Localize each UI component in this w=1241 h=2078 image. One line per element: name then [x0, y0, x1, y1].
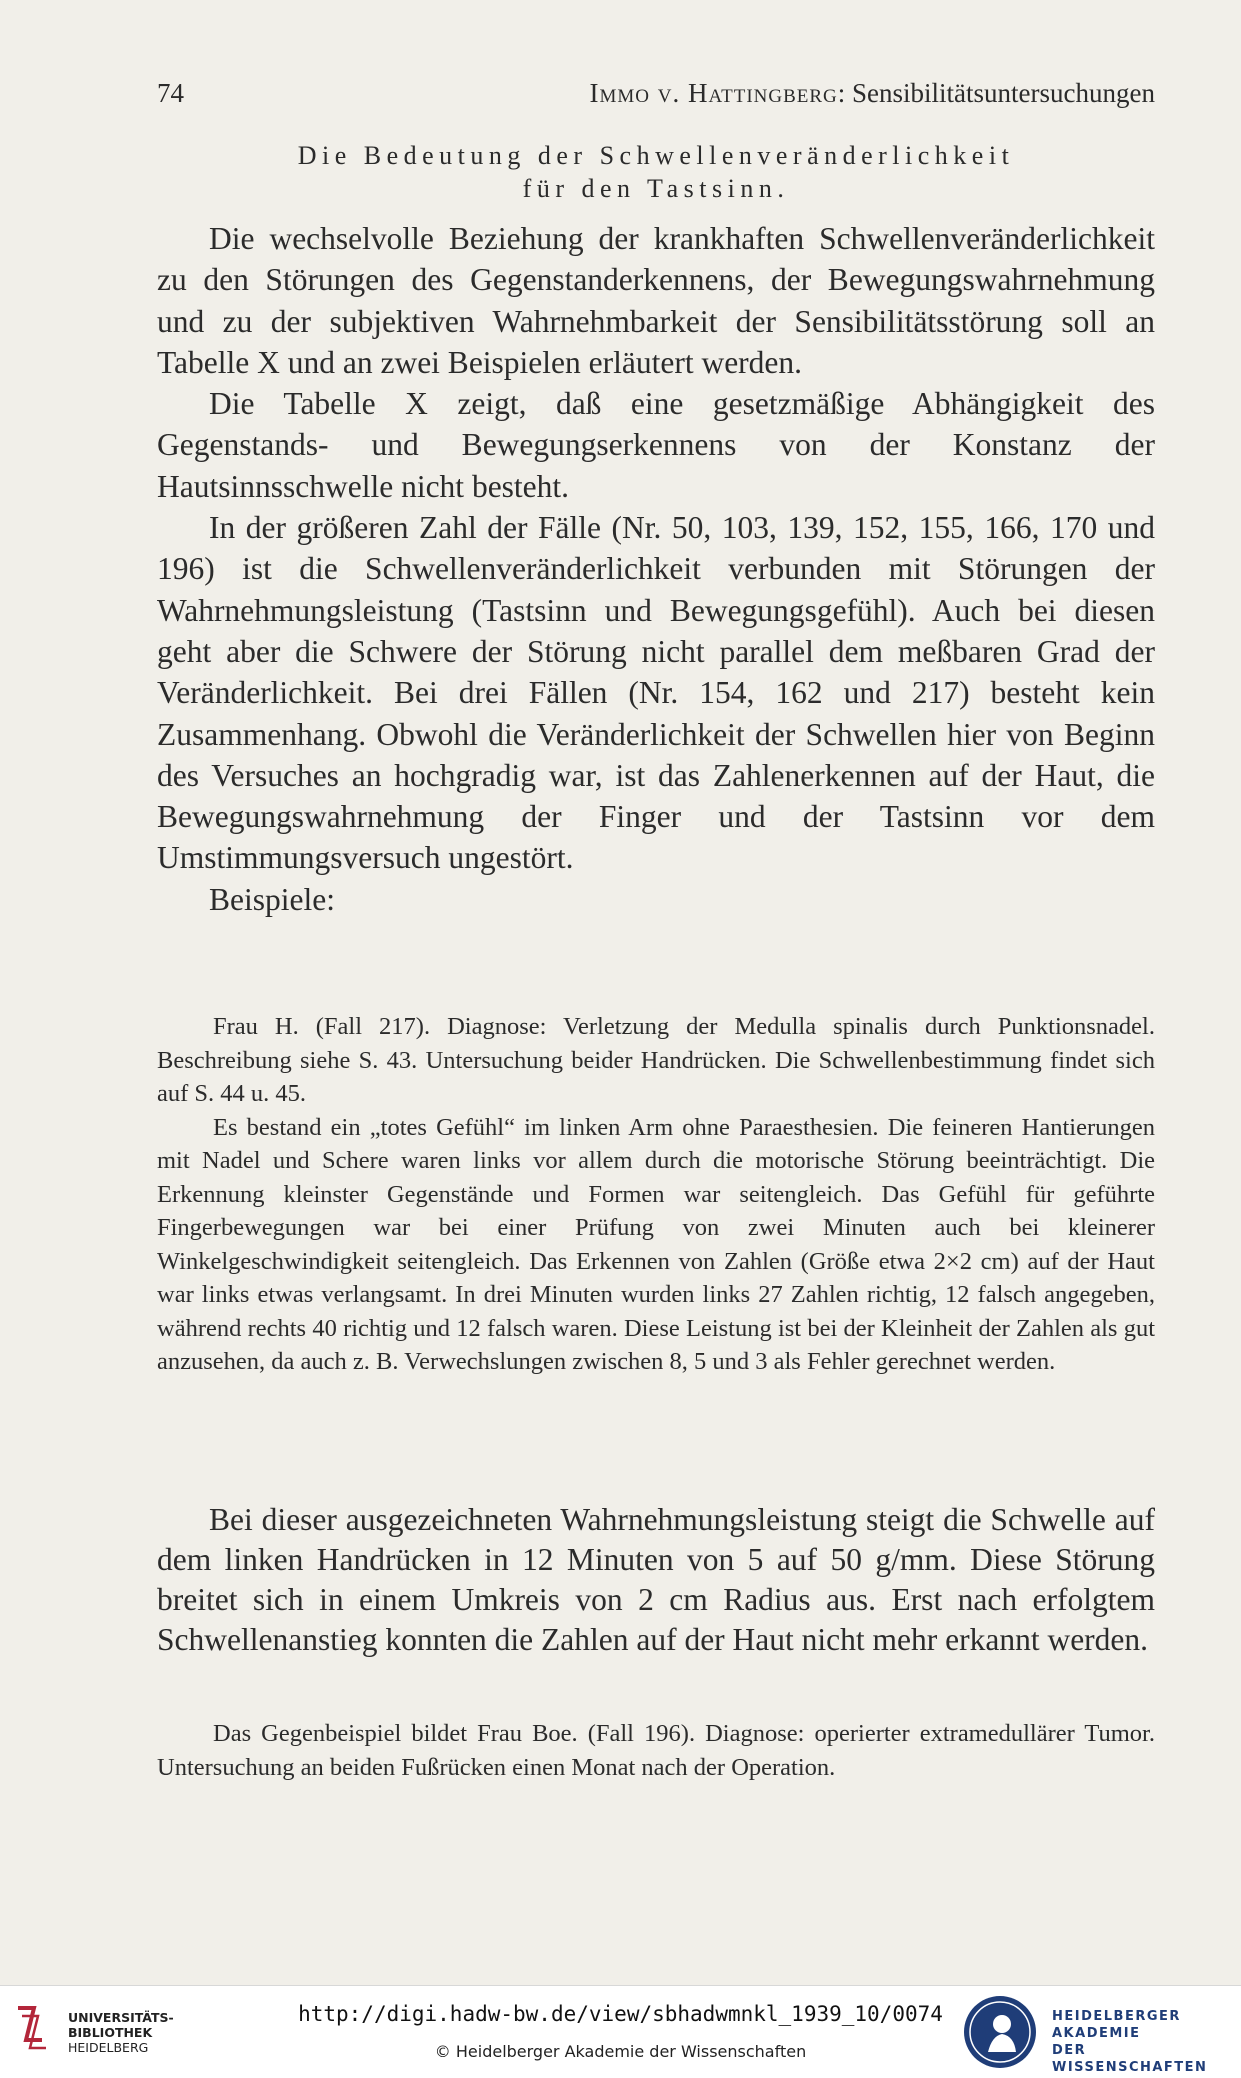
- main-text-continued: [157, 1500, 1155, 1660]
- academy-name: [1052, 2008, 1241, 2076]
- running-header: [157, 78, 1155, 118]
- case-example-2: [157, 1717, 1155, 1784]
- academy-name-line-2: DER WISSENSCHAFTEN: [1052, 2043, 1208, 2075]
- paragraph-3: In der größeren Zahl der Fälle (Nr. 50, 103, 139, 152, 155, 166, 170 und 196) ist die Schwellenveränderlichkeit verbunden mit Störungen der Wahrnehmungsleistung (Tastsinn und Bewegungsgefühl). Auch bei diesen geht aber die Schwere der Störung nicht parallel dem meßbaren Grad der Veränderlichkeit. Bei drei Fällen (Nr. 154, 162 und 217) besteht kein Zusammenhang. Obwohl die Veränderlichkeit der Schwellen hier von Beginn des Versuches an hochgradig war, ist das Zahlenerkennen auf der Haut, die Bewegungswahrnehmung der Finger und der Tastsinn vor dem Umstimmungsversuch ungestört.: [157, 510, 1155, 876]
- section-heading-line-2: für den Tastsinn.: [522, 174, 790, 203]
- section-heading-line-1: Die Bedeutung der Schwellenveränderlichkeit: [297, 141, 1015, 170]
- header-author: Immo v. Hattingberg: [589, 78, 838, 108]
- main-text: [157, 218, 1155, 920]
- academy-seal-icon: [958, 1990, 1042, 2074]
- library-name-line-1: UNIVERSITÄTS-: [68, 2010, 174, 2025]
- paragraph-4: Bei dieser ausgezeichneten Wahrnehmungsleistung steigt die Schwelle auf dem linken Handrücken in 12 Minuten von 5 auf 50 g/mm. Diese Störung breitet sich in einem Umkreis von 2 cm Radius aus. Erst nach erfolgtem Schwellenanstieg konnten die Zahlen auf der Haut nicht mehr erkannt werden.: [157, 1502, 1155, 1657]
- paragraph-2: Die Tabelle X zeigt, daß eine gesetzmäßige Abhängigkeit des Gegenstands- und Bewegungserkennens von der Konstanz der Hautsinnsschwelle nicht besteht.: [157, 386, 1155, 504]
- page-number: 74: [157, 78, 184, 108]
- digitization-footer: [0, 1985, 1241, 2078]
- examples-label: Beispiele:: [209, 881, 335, 917]
- case-example-1: [157, 1010, 1155, 1379]
- case-1-intro: Frau H. (Fall 217). Diagnose: Verletzung der Medulla spinalis durch Punktionsnadel. Beschreibung siehe S. 43. Untersuchung beider Handrücken. Die Schwellenbestimmung findet sich auf S. 44 u. 45.: [157, 1013, 1155, 1107]
- header-title: [590, 78, 1155, 109]
- library-name-line-2: BIBLIOTHEK: [68, 2025, 153, 2040]
- library-name-line-3: HEIDELBERG: [68, 2040, 149, 2055]
- paragraph-1: Die wechselvolle Beziehung der krankhaften Schwellenveränderlichkeit zu den Störungen des Gegenstanderkennens, der Bewegungswahrnehmung und zu der subjektiven Wahrnehmbarkeit der Sensibilitätsstörung soll an Tabelle X und an zwei Beispielen erläutert werden.: [157, 221, 1155, 380]
- copyright-notice: © Heidelberger Akademie der Wissenschaften: [434, 2042, 807, 2061]
- academy-name-line-1: HEIDELBERGER AKADEMIE: [1052, 2009, 1181, 2041]
- source-url-link[interactable]: http://digi.hadw-bw.de/view/sbhadwmnkl_1939_10/0074: [298, 2002, 943, 2026]
- header-subject: : Sensibilitätsuntersuchungen: [837, 78, 1155, 108]
- case-1-findings: Es bestand ein „totes Gefühl“ im linken Arm ohne Paraesthesien. Die feineren Hantierungen mit Nadel und Schere waren links vor allem durch die motorische Störung beeinträchtigt. Die Erkennung kleinster Gegenstände und Formen war seitengleich. Das Gefühl für geführte Fingerbewegungen war bei einer Prüfung von zwei Minuten auch bei kleinerer Winkelgeschwindigkeit seitengleich. Das Erkennen von Zahlen (Größe etwa 2×2 cm) auf der Haut war links etwas verlangsamt. In drei Minuten wurden links 27 Zahlen richtig, 12 falsch angegeben, während rechts 40 richtig und 12 falsch waren. Diese Leistung ist bei der Kleinheit der Zahlen als gut anzusehen, da auch z. B. Verwechslungen zwischen 8, 5 und 3 als Fehler gerechnet werden.: [157, 1113, 1155, 1375]
- case-2-intro: Das Gegenbeispiel bildet Frau Boe. (Fall 196). Diagnose: operierter extramedullärer Tumor. Untersuchung an beiden Fußrücken einen Monat nach der Operation.: [157, 1720, 1155, 1781]
